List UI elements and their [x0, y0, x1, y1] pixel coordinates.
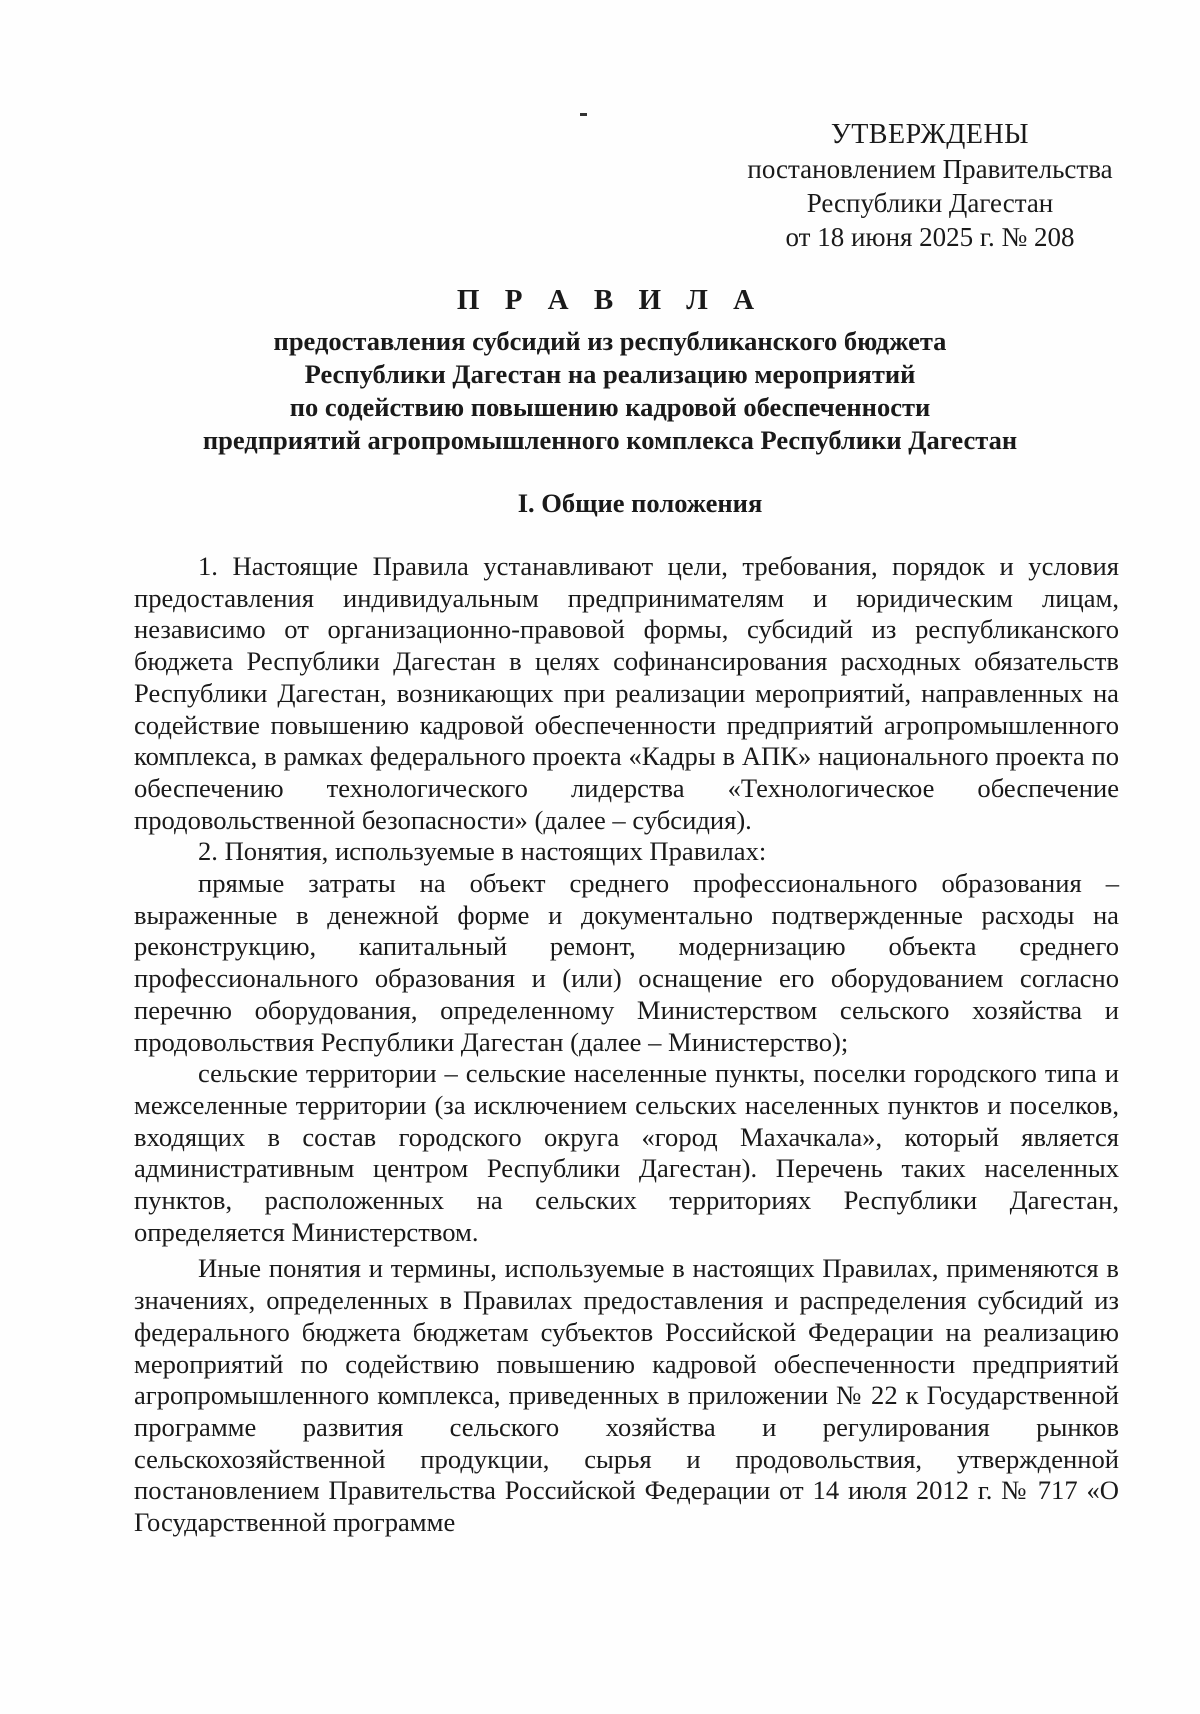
subtitle-line: предприятий агропромышленного комплекса Республики Дагестан [202, 425, 1018, 455]
document-body [134, 551, 1119, 1539]
approval-title: УТВЕРЖДЕНЫ [830, 119, 1030, 150]
subtitle-line: Республики Дагестан на реализацию мероприятий [304, 359, 916, 389]
document-title: П Р А В И Л А [456, 284, 764, 316]
paragraph-2: 2. Понятия, используемые в настоящих Правилах: [198, 836, 767, 867]
paragraph-definition-direct-costs: прямые затраты на объект среднего профессионального образования – выраженные в денежной форме и документально подтвержденные расходы на реконструкцию, капитальный ремонт, модернизацию объекта среднего профессионального образования и (или) оснащение его оборудованием согласно перечню оборудования, определенному Министерством сельского хозяйства и продовольствия Республики Дагестан (далее – Министерство); [134, 868, 1119, 1057]
subtitle-line: предоставления субсидий из республиканского бюджета [273, 326, 947, 356]
paragraph-definition-rural-territories: сельские территории – сельские населенные пункты, поселки городского типа и межселенные территории (за исключением сельских населенных пунктов и поселков, входящих в состав городского округа «город Махачкала», который является административным центром Республики Дагестан). Перечень таких населенных пунктов, расположенных на сельских территориях Республики Дагестан, определяется Министерством. [134, 1058, 1119, 1247]
paragraph-other-terms: Иные понятия и термины, используемые в настоящих Правилах, применяются в значениях, определенных в Правилах предоставления и распределения субсидий из федерального бюджета бюджетам субъектов Российской Федерации на реализацию мероприятий по содействию повышению кадровой обеспеченности предприятий агропромышленного комплекса, приведенных в приложении № 22 к Государственной программе развития сельского хозяйства и регулирования рынков сельскохозяйственной продукции, сырья и продовольствия, утвержденной постановлением Правительства Российской Федерации от 14 июля 2012 г. № 717 «О Государственной программе [134, 1253, 1119, 1538]
scan-speck [580, 113, 587, 116]
approval-line-3: от 18 июня 2025 г. № 208 [785, 222, 1075, 252]
approval-line-1: постановлением Правительства [747, 154, 1113, 184]
paragraph-1: 1. Настоящие Правила устанавливают цели, требования, порядок и условия предоставления индивидуальным предпринимателям и юридическим лицам, независимо от организационно-правовой формы, субсидий из республиканского бюджета Республики Дагестан в целях софинансирования расходных обязательств Республики Дагестан, возникающих при реализации мероприятий, направленных на содействие повышению кадровой обеспеченности предприятий агропромышленного комплекса, в рамках федерального проекта «Кадры в АПК» национального проекта по обеспечению технологического лидерства «Технологическое обеспечение продовольственной безопасности» (далее – субсидия). [134, 551, 1119, 835]
approval-line-2: Республики Дагестан [806, 188, 1054, 218]
section-heading: I. Общие положения [517, 488, 763, 518]
document-title-block [120, 283, 1100, 457]
subtitle-line: по содействию повышению кадровой обеспеченности [289, 392, 931, 422]
approval-stamp [720, 118, 1140, 254]
